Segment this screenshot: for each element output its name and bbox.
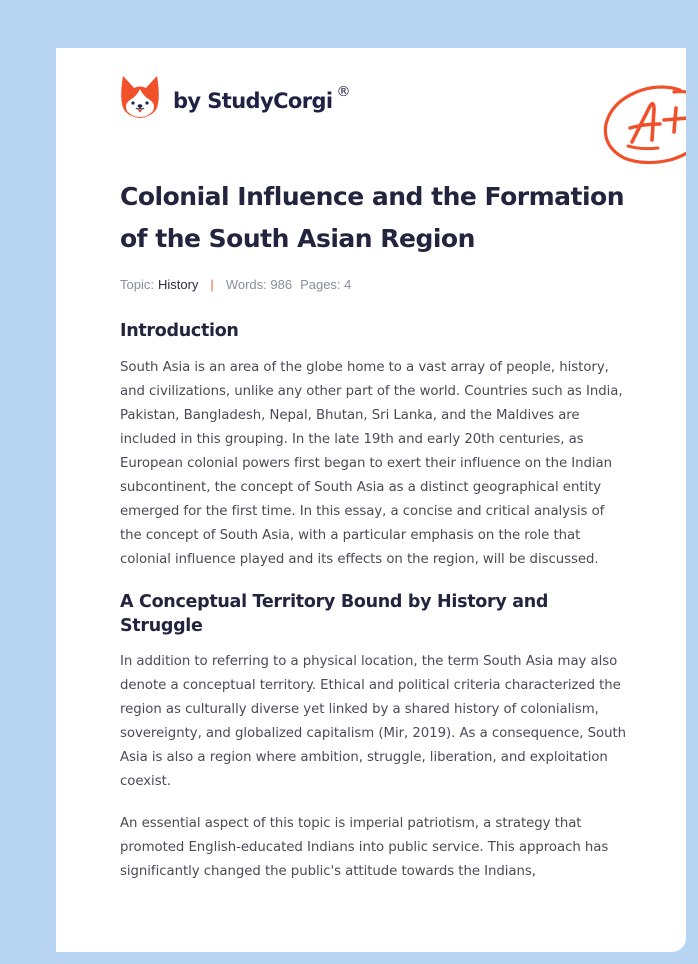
section-heading-conceptual-territory: A Conceptual Territory Bound by History and Struggle [120,592,549,636]
studycorgi-logo[interactable] [120,74,350,120]
paragraph: In addition to referring to a physical location, the term South Asia may also denote a conceptual territory. Ethical and political criteria characterized the region as culturally diverse yet linked by a shared history of colonialism, sovereignty, and globalized capitalism (Mir, 2019). As a consequence, South Asia is also a region where ambition, struggle, liberation, and exploitation coexist. [120,654,627,789]
paragraph: South Asia is an area of the globe home to a vast array of people, history, and civilizations, unlike any other part of the world. Countries such as India, Pakistan, Bangladesh, Nepal, Bhutan, Sri Lanka, and the Maldives are included in this grouping. In the late 19th and early 20th centuries, as European colonial powers first began to exert their influence on the Indian subcontinent, the concept of South Asia as a distinct geographical entity emerged for the first time. In this essay, a concise and critical analysis of the concept of South Asia, with a particular emphasis on the role that colonial influence played and its effects on the region, will be discussed. [120,360,623,567]
paragraph: An essential aspect of this topic is imperial patriotism, a strategy that promoted English-educated Indians into public service. This approach has significantly changed the public's attitude towards the Indians, [120,816,609,879]
header [120,74,650,144]
page-count: Pages: 4 [300,276,352,292]
section-heading-introduction: Introduction [120,321,239,341]
a-plus-grade-icon [602,84,686,166]
word-count: Words: 986 [225,276,293,292]
essay-card [56,48,686,952]
meta-separator: | [210,276,214,292]
essay-content [120,176,630,884]
essay-meta [120,274,630,294]
essay-title: Colonial Influence and the Formation of the South Asian Region [120,182,625,253]
topic-link[interactable]: History [157,276,199,292]
corgi-icon [120,74,160,120]
brand-name: by StudyCorgi ® [173,84,350,113]
topic-label: Topic: [120,276,154,292]
registered-mark: ® [336,84,350,100]
